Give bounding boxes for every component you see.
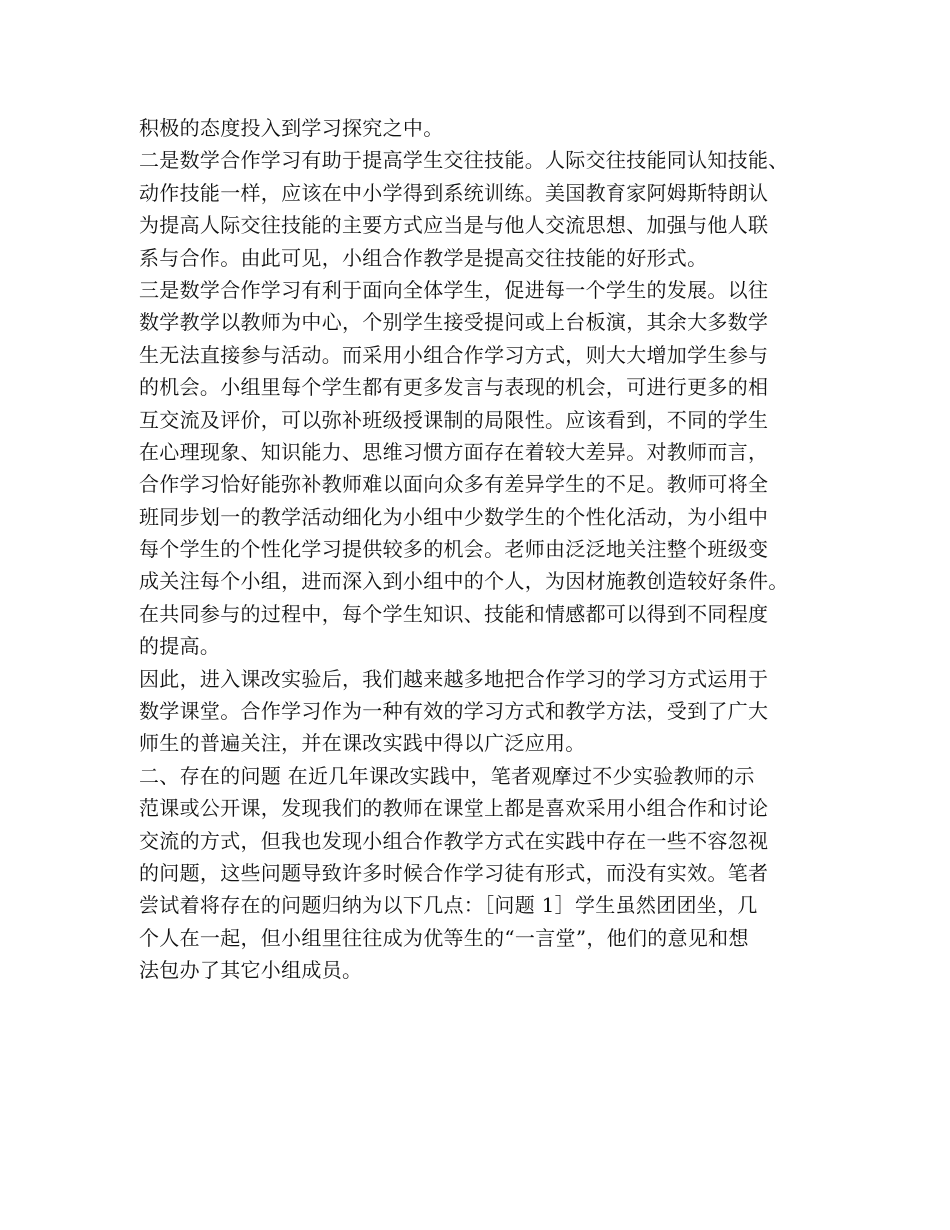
text-line: 交流的方式，但我也发现小组合作教学方式在实践中存在一些不容忽视 (139, 828, 769, 853)
text-line: 二是数学合作学习有助于提高学生交往技能。人际交往技能同认知技能、 (139, 148, 789, 173)
document-body (139, 112, 839, 987)
text-line: 为提高人际交往技能的主要方式应当是与他人交流思想、加强与他人联 (139, 213, 769, 238)
text-line: 尝试着将存在的问题归纳为以下几点：［问题 1］学生虽然团团坐，几 (139, 893, 758, 918)
text-line: 每个学生的个性化学习提供较多的机会。老师由泛泛地关注整个班级变 (139, 537, 769, 562)
text-line: 在心理现象、知识能力、思维习惯方面存在着较大差异。对教师而言， (139, 439, 769, 464)
text-line: 生无法直接参与活动。而采用小组合作学习方式，则大大增加学生参与 (139, 342, 769, 367)
text-line: 的机会。小组里每个学生都有更多发言与表现的机会，可进行更多的相 (139, 375, 769, 400)
text-line: 三是数学合作学习有利于面向全体学生，促进每一个学生的发展。以往 (139, 277, 769, 302)
text-line: 在共同参与的过程中，每个学生知识、技能和情感都可以得到不同程度 (139, 601, 769, 626)
text-line: 二、存在的问题 在近几年课改实践中，笔者观摩过不少实验教师的示 (139, 763, 755, 788)
text-line: 师生的普遍关注，并在课改实践中得以广泛应用。 (139, 731, 586, 756)
text-line: 互交流及评价，可以弥补班级授课制的局限性。应该看到，不同的学生 (139, 407, 769, 432)
text-line: 数学教学以教师为中心，个别学生接受提问或上台板演，其余大多数学 (139, 310, 769, 335)
text-line: 系与合作。由此可见，小组合作教学是提高交往技能的好形式。 (139, 245, 708, 270)
text-line: 范课或公开课，发现我们的教师在课堂上都是喜欢采用小组合作和讨论 (139, 796, 769, 821)
text-line: 积极的态度投入到学习探究之中。 (139, 116, 444, 140)
text-line: 法包办了其它小组成员。 (139, 958, 363, 983)
text-line: 成关注每个小组，进而深入到小组中的个人，为因材施教创造较好条件。 (139, 569, 789, 594)
text-line: 合作学习恰好能弥补教师难以面向众多有差异学生的不足。教师可将全 (139, 472, 769, 497)
text-line: 动作技能一样，应该在中小学得到系统训练。美国教育家阿姆斯特朗认 (139, 180, 769, 205)
text-line: 因此，进入课改实验后，我们越来越多地把合作学习的学习方式运用于 (139, 666, 769, 691)
text-line: 个人在一起，但小组里往往成为优等生的“一言堂”，他们的意见和想 (139, 925, 749, 950)
text-line: 的问题，这些问题导致许多时候合作学习徒有形式，而没有实效。笔者 (139, 860, 769, 885)
text-line: 的提高。 (139, 634, 221, 659)
text-line: 班同步划一的教学活动细化为小组中少数学生的个性化活动，为小组中 (139, 504, 769, 529)
text-line: 数学课堂。合作学习作为一种有效的学习方式和教学方法，受到了广大 (139, 699, 769, 724)
